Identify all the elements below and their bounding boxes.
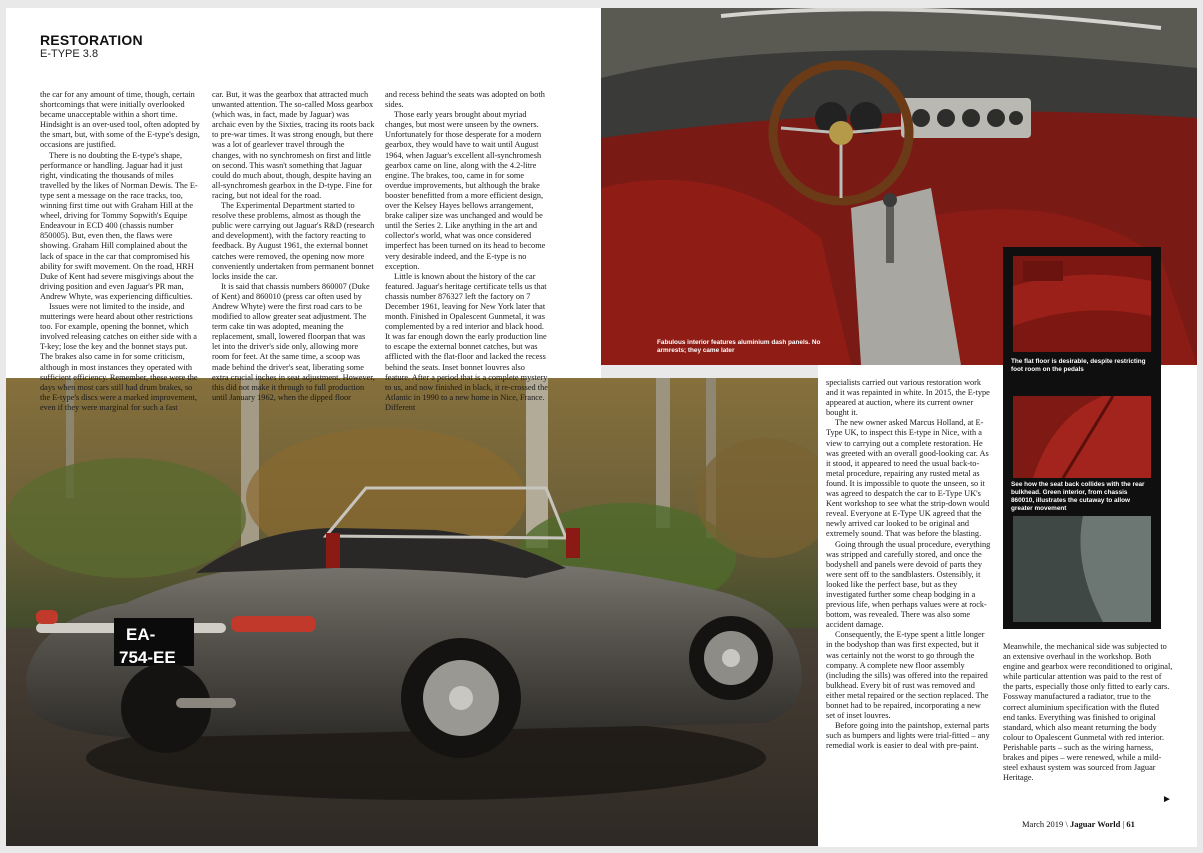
paragraph: There is no doubting the E-type's shape, performance or handling. Jaguar had it just right, vindicating the thousands of miles travelled by the likes of Norman Dewis. The E-type sent a message on the race tracks, too, winning first time out with Graham Hill at the wheel, driving for Tommy Sopwith's Equipe Endeavour in ECD 400 (chassis number 850005). But, even then, the flaws were showing. Graham Hill complained about the lack of space in the car that compromised his ability for swift movement. On the road, HRH Duke of Kent had severe misgivings about the driving position and even Jaguar's PR man, Andrew Whyte, was experiencing difficulties. — [40, 150, 198, 301]
section-title: RESTORATION — [40, 32, 143, 48]
seat-caption: See how the seat back collides with the rear bulkhead. Green interior, from chassis 860010, illustrates the cutaway to allow greater movement — [1011, 481, 1145, 512]
section-subtitle: E-TYPE 3.8 — [40, 48, 99, 60]
paragraph: Issues were not limited to the inside, and mutterings were heard about other restrictions too. For example, opening the bonnet, which involved releasing catches on either side with a T-key; lose the key and the bonnet stays put. The brakes also came in for some criticism, although in most instances they operated with sufficient efficiency. Remember, these were the days when most cars still had drum brakes, so the E-type's discs were a marked improvement, even if they were marginal for such a fast — [40, 301, 198, 412]
paragraph: specialists carried out various restoration work and it was repainted in white. In 2015, the E-type appeared at auction, where its current owner bought it. — [826, 378, 990, 418]
interior-caption: Fabulous interior features aluminium dash panels. No armrests; they came later — [657, 339, 821, 354]
page-number: 61 — [1126, 819, 1135, 829]
e-type-exterior-photo — [6, 378, 818, 846]
paragraph: car. But, it was the gearbox that attracted much unwanted attention. The so-called Moss gearbox (which was, in fact, made by Jaguar) was archaic even by the Sixties, tracing its roots back to pre-war times. It was strong enough, but there was a lot of gearlever travel through the changes, with no synchromesh on first and little on second. This wasn't something that Jaguar could do much about, though, despite having an all-synchromesh gearbox in the D-type. Fine for racing, but not ideal for the road. — [212, 90, 375, 200]
issue-date: March 2019 — [1022, 819, 1064, 829]
paragraph: The Experimental Department started to resolve these problems, almost as though the public were carrying out Jaguar's R&D (research and development), with the factory reacting to feedback. By August 1961, the external bonnet catches were removed, the opening now more conveniently undertaken from permanent bonnet locks inside the car. — [212, 201, 375, 281]
plate-line1: EA- — [126, 625, 156, 644]
paragraph: Consequently, the E-type spent a little longer in the bodyshop than was first expected, but it was certainly not the worst to go through the company. A complete new floor assembly (including the sills) was offered into the repaired bulkhead. Every bit of rust was removed and either metal repaired or the section replaced. The bonnet had to be repaired, incorporating a new set of inset louvres. — [826, 630, 989, 721]
flat-floor-photo — [1013, 256, 1151, 352]
paragraph: Meanwhile, the mechanical side was subjected to an extensive overhaul in the workshop. Both engine and gearbox were reconditioned to original, while particular attention was paid to the rest of the parts, especially those only fitted to early cars. Fossway manufactured a radiator, true to the correct aluminium specification with the fluted end tanks. Everything was finished to original standard, which also meant returning the body colour to Opalescent Gunmetal with red interior. Perishable parts – such as the wiring harness, brakes and pipes – were renewed, while a mild-steel exhaust system was sourced from Jaguar Heritage. — [1003, 642, 1173, 783]
page-footer — [1022, 819, 1135, 829]
paragraph: Those early years brought about myriad changes, but most were unseen by the owners. Unfortunately for those desperate for a modern gearbox, they would have to wait until August 1964, when Jaguar's excellent all-synchromesh gearbox came on line, along with the 4.2-litre engine. The brakes, too, came in for some overdue improvements, but although the brake booster benefitted from a more efficient design, over the Kelsey Hayes bellows arrangement, brake caliper size was unchanged and would be until the Series 2. Like anything in the art and collector's world, what was once considered imperfect has been turned on its head to become very desirable indeed, and the E-type is no exception. — [385, 110, 546, 271]
article-column-3 — [385, 90, 549, 413]
article-column-4 — [826, 378, 991, 751]
article-column-1 — [40, 90, 200, 413]
plate-line2: 754-EE — [119, 648, 176, 667]
paragraph: Before going into the paintshop, external parts such as bumpers and lights were trial-fitted – any remedial work is easier to deal with pre-paint. — [826, 721, 990, 751]
paragraph: The new owner asked Marcus Holland, at E-Type UK, to inspect this E-type in Nice, with a view to carrying out a complete restoration. He was greeted with an overall good-looking car. As it stood, it appeared to need the usual back-to-metal procedure, repairing any rusted metal as found. It is impossible to quote the unseen, so it was agreed to despatch the car to E-Type UK's Kent workshop to see what the strip-down would reveal. Everyone at E-Type UK agreed that the newly arrived car looked to be original and extremely sound. That was before the blasting. — [826, 418, 990, 539]
article-column-5 — [1003, 642, 1173, 783]
continue-arrow-icon: ► — [1162, 794, 1172, 805]
paragraph: and recess behind the seats was adopted on both sides. — [385, 90, 545, 110]
paragraph: Little is known about the history of the car featured. Jaguar's heritage certificate tells us that chassis number 876327 left the factory on 7 December 1961, leaving for New York later that month. Finished in Opalescent Gunmetal, it was complemented by a red interior and black hood. It was far enough down the early production line to escape the external bonnet catches, but was afflicted with the flat-floor and lacked the recess behind the seats. Inset bonnet louvres also feature. After a period that is a complete mystery to us, and now finished in black, it re-crossed the Atlantic in 1990 to a new home in Nice, France. Different — [385, 271, 548, 412]
paragraph: It is said that chassis numbers 860007 (Duke of Kent) and 860010 (press car often used by Andrew Whyte) were the first road cars to be modified to allow greater seat adjustment. The term cake tin was adopted, meaning the replacement, small, lowered floorpan that was let into the driver's side only, allowing more room for feet. At the same time, a scoop was made behind the driver's seat, liberating some extra crucial inches in seat adjustment. However, this did not make it through to full production until January 1962, when the dipped floor — [212, 281, 375, 402]
seat-bulkhead-photo — [1013, 396, 1151, 478]
paragraph: the car for any amount of time, though, certain shortcomings that were initially overlooked became unacceptable within a short time. Hindsight is an over-used tool, often adopted by the smart, but, with some of the E-type's design, occasions are justified. — [40, 90, 200, 150]
green-interior-photo — [1013, 516, 1151, 622]
footer-divider: | — [1122, 819, 1125, 829]
footer-separator: \ — [1065, 819, 1068, 829]
article-column-2 — [212, 90, 375, 403]
floor-caption: The flat floor is desirable, despite restricting foot room on the pedals — [1011, 358, 1146, 373]
paragraph: Going through the usual procedure, everything was stripped and carefully stored, and once the bodyshell and panels were devoid of parts they were sent off to the sandblasters. Ostensibly, it looked like the perfect base, but as they investigated further some cheap bodging in a previous life, when perhaps values were at rock-bottom, was revealed. There was also some accident damage. — [826, 539, 991, 630]
magazine-name: Jaguar World — [1069, 819, 1121, 829]
